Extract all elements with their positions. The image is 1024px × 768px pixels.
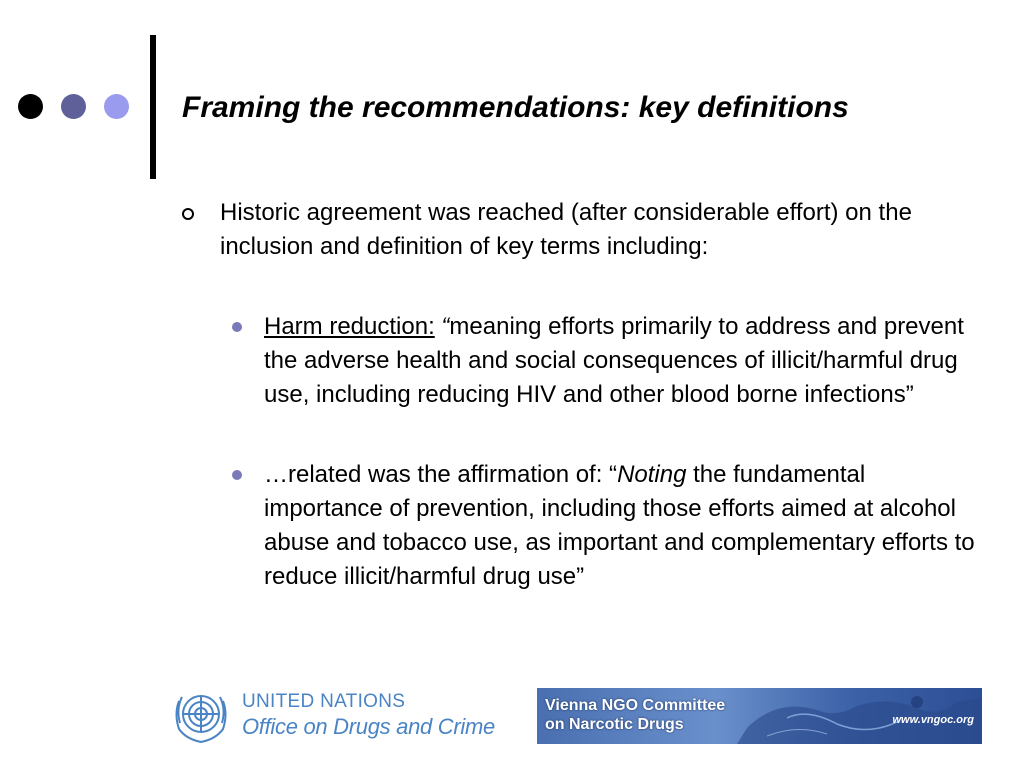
- slide-title: Framing the recommendations: key definitions: [182, 91, 849, 124]
- slide-body: [180, 196, 1000, 594]
- dot-black: [18, 94, 43, 119]
- sub-bullet-prevention: [264, 458, 984, 594]
- dot-lavender: [104, 94, 129, 119]
- bullet-dot-icon: [232, 470, 242, 480]
- un-emblem-icon: [170, 683, 232, 745]
- harm-reduction-label: Harm reduction:: [264, 313, 435, 340]
- open-quote: “: [434, 313, 450, 340]
- related-prefix: …related was the affirmation of: “: [264, 461, 618, 488]
- bullet-ring-icon: [182, 208, 194, 220]
- harm-reduction-definition: meaning efforts primarily to address and prevent the adverse health and social consequences of illicit/harmful drug use, including reducing HIV and other blood borne infections”: [264, 313, 964, 408]
- related-text: the fundamental importance of prevention, including those efforts aimed at alcohol abuse and tobacco use, as important and complementary efforts to reduce illicit/harmful drug use”: [264, 461, 975, 590]
- unodc-line1: UNITED NATIONS: [242, 691, 406, 712]
- vngoc-line1: Vienna NGO Committee: [545, 697, 726, 714]
- dot-purple: [61, 94, 86, 119]
- unodc-line2: Office on Drugs and Crime: [242, 714, 495, 739]
- noting-word: Noting: [617, 461, 687, 488]
- vngoc-url: www.vngoc.org: [892, 714, 974, 726]
- vngoc-line2: on Narcotic Drugs: [545, 716, 684, 733]
- vngoc-banner: [537, 688, 982, 744]
- bullet-main: [180, 196, 1000, 264]
- sub-bullet-harm-reduction: [264, 310, 984, 412]
- bullet-main-text: Historic agreement was reached (after considerable effort) on the inclusion and definition of key terms including:: [220, 199, 912, 260]
- bullet-dot-icon: [232, 322, 242, 332]
- title-divider: [150, 35, 156, 179]
- unodc-logo: [170, 683, 495, 745]
